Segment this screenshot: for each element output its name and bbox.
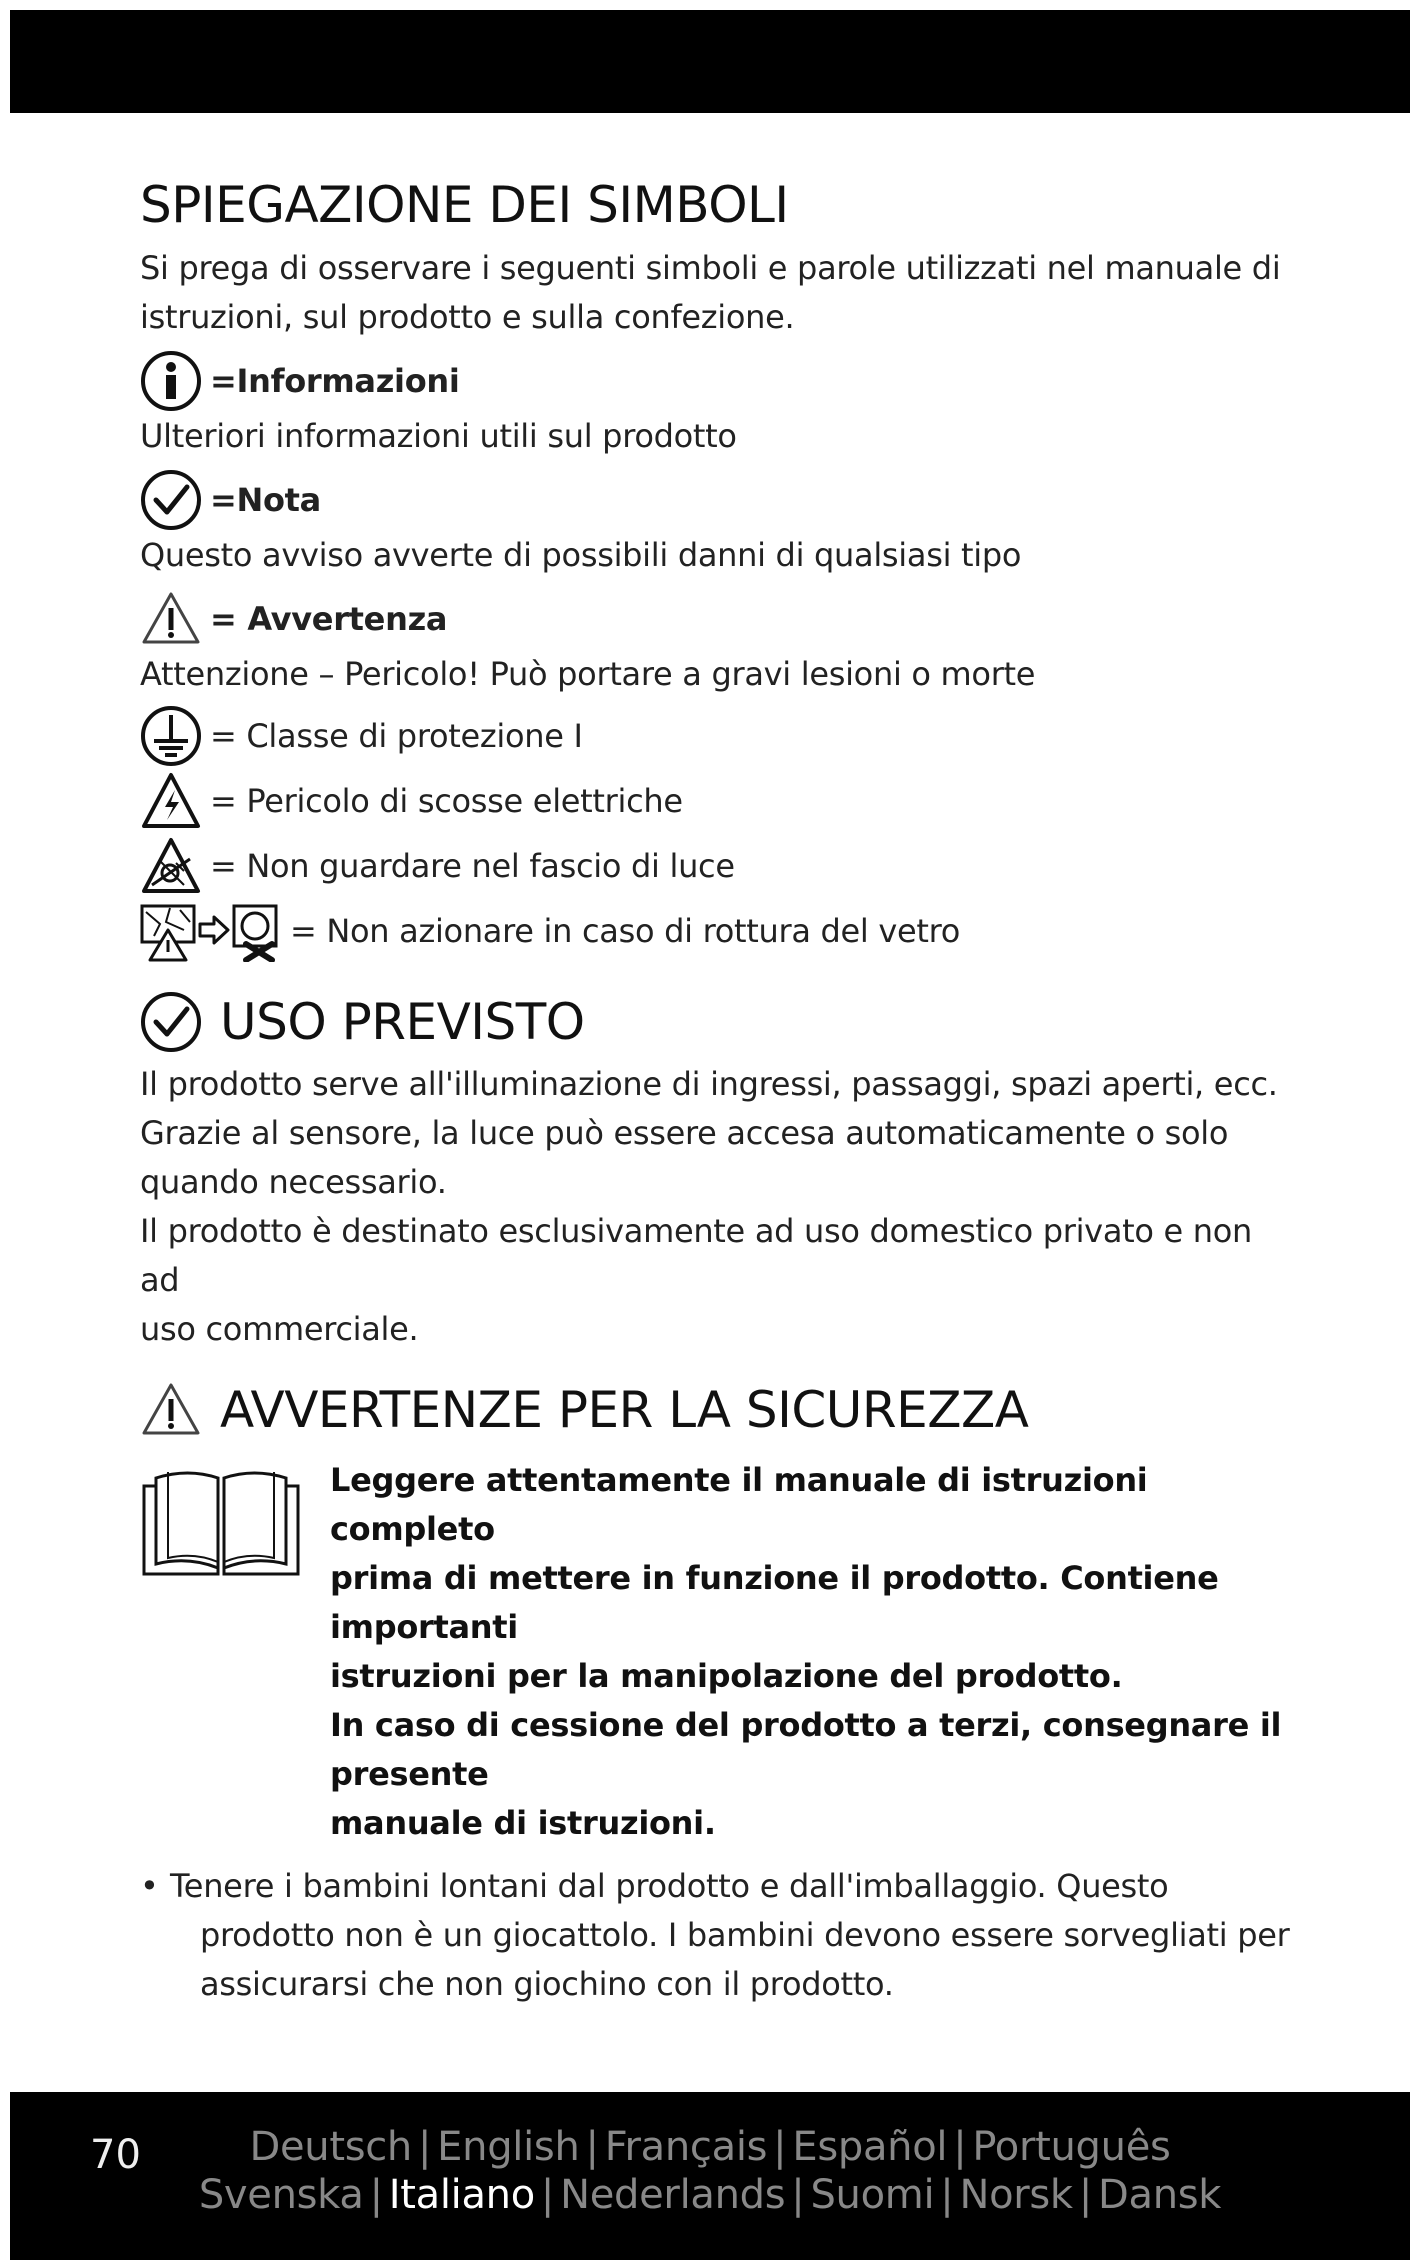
bullet-marker: • (140, 1867, 159, 1905)
note-label: =Nota (210, 481, 321, 519)
warning-description: Attenzione – Pericolo! Può portare a gravi lesioni o morte (140, 655, 1036, 693)
note-description: Questo avviso avverte di possibili danni di qualsiasi tipo (140, 536, 1022, 574)
language-link-français[interactable]: Français (604, 2124, 768, 2170)
symbol-class1-row (140, 705, 1290, 767)
language-separator: | (940, 2172, 954, 2218)
electric-shock-icon (140, 770, 202, 832)
intended-use-heading (140, 984, 1290, 1060)
intended-use-text: Il prodotto serve all'illuminazione di ingressi, passaggi, spazi aperti, ecc. Grazie al sensore, la luce può essere accesa automaticamente o solo quando necessario. Il prodotto è destinato esclusivamente ad uso domestico privato e non ad uso commerciale. (140, 1065, 1278, 1348)
language-link-svenska[interactable]: Svenska (198, 2172, 364, 2218)
language-separator: | (773, 2124, 787, 2170)
shock-label: = Pericolo di scosse elettriche (210, 782, 683, 820)
intended-use-title: USO PREVISTO (220, 993, 585, 1051)
warning-label: = Avvertenza (210, 600, 448, 638)
language-link-deutsch[interactable]: Deutsch (249, 2124, 412, 2170)
symbol-note-row (140, 469, 1290, 531)
symbol-beam-row (140, 835, 1290, 897)
language-link-nederlands[interactable]: Nederlands (560, 2172, 786, 2218)
symbol-info-row (140, 350, 1290, 412)
info-icon (140, 350, 202, 412)
language-link-suomi[interactable]: Suomi (810, 2172, 935, 2218)
protective-earth-icon (140, 705, 202, 767)
language-separator: | (1078, 2172, 1092, 2218)
language-separator: | (585, 2124, 599, 2170)
glass-label: = Non azionare in caso di rottura del vetro (290, 912, 961, 950)
check-circle-icon (140, 991, 202, 1053)
language-link-español[interactable]: Español (792, 2124, 948, 2170)
class1-label: = Classe di protezione I (210, 717, 583, 755)
language-separator: | (953, 2124, 967, 2170)
language-separator: | (540, 2172, 555, 2218)
language-link-english[interactable]: English (437, 2124, 580, 2170)
page-number: 70 (90, 2132, 141, 2178)
top-header-bar (10, 10, 1410, 113)
broken-glass-icon (140, 900, 282, 962)
read-manual-book-icon (140, 1464, 302, 1584)
language-link-dansk[interactable]: Dansk (1098, 2172, 1222, 2218)
safety-bullet-children: • Tenere i bambini lontani dal prodotto e dall'imballaggio. Questo prodotto non è un giocattolo. I bambini devono essere sorvegliati per assicurarsi che non giochino con il prodotto. (140, 1862, 1290, 2009)
read-manual-text: Leggere attentamente il manuale di istruzioni completo prima di mettere in funzione il prodotto. Contiene importanti istruzioni per la manipolazione del prodotto. In caso di cessione del prodotto a terzi, consegnare il presente manuale di istruzioni. (330, 1461, 1282, 1842)
safety-heading (140, 1372, 1290, 1448)
check-circle-icon (140, 469, 202, 531)
no-stare-beam-icon (140, 835, 202, 897)
language-link-italiano[interactable]: Italiano (388, 2172, 535, 2218)
symbol-warning-row (140, 588, 1290, 650)
info-description: Ulteriori informazioni utili sul prodotto (140, 417, 737, 455)
language-link-norsk[interactable]: Norsk (959, 2172, 1073, 2218)
language-link-português[interactable]: Português (972, 2124, 1171, 2170)
beam-label: = Non guardare nel fascio di luce (210, 847, 735, 885)
symbols-intro: Si prega di osservare i seguenti simboli e parole utilizzati nel manuale di istruzioni, sul prodotto e sulla confezione. (140, 249, 1281, 336)
safety-title: AVVERTENZE PER LA SICUREZZA (220, 1381, 1029, 1439)
warning-triangle-icon (140, 1379, 202, 1441)
language-separator: | (369, 2172, 383, 2218)
language-row-2 (10, 2172, 1410, 2218)
language-separator: | (791, 2172, 805, 2218)
symbols-section-title: SPIEGAZIONE DEI SIMBOLI (140, 176, 789, 234)
symbol-glass-row (140, 900, 1290, 962)
language-separator: | (417, 2124, 432, 2170)
page-content (140, 170, 1290, 2009)
info-label: =Informazioni (210, 362, 460, 400)
read-manual-block (140, 1456, 1290, 1848)
symbol-shock-row (140, 770, 1290, 832)
language-row-1 (10, 2124, 1410, 2170)
warning-triangle-icon (140, 588, 202, 650)
